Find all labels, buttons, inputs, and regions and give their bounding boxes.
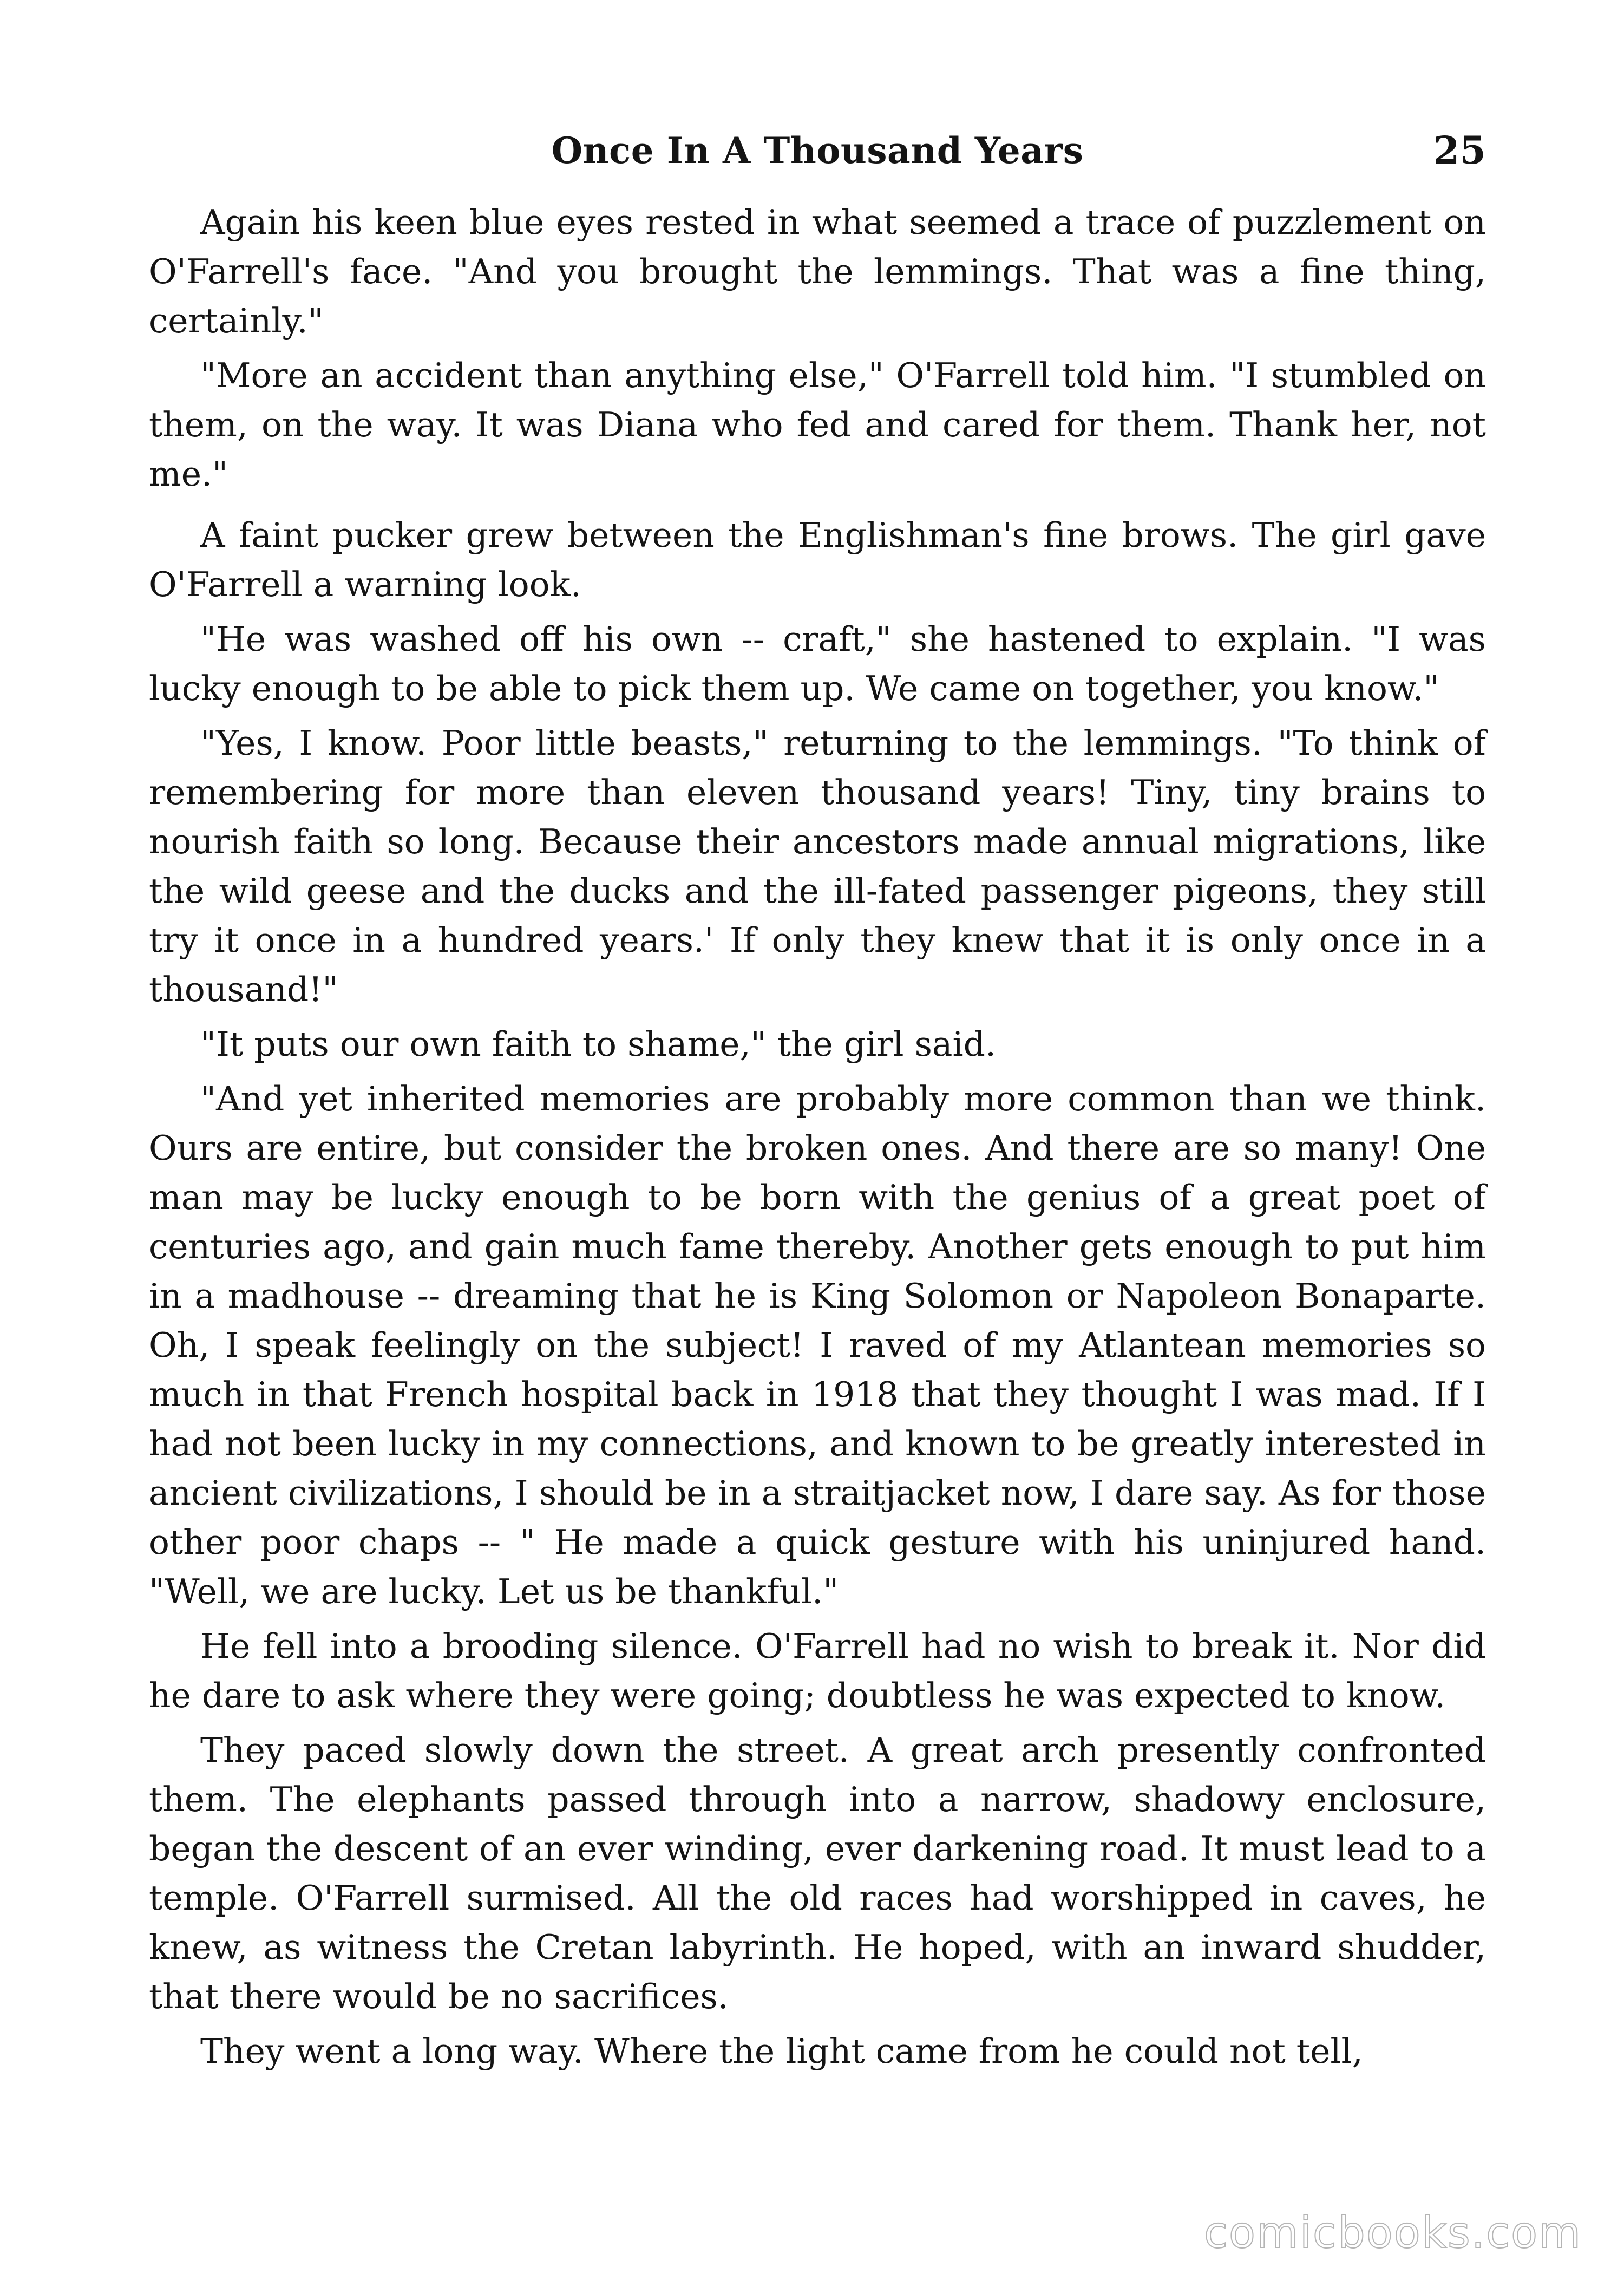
paragraph-9: They paced slowly down the street. A great arch presently confronted them. The elephants passed through into a narrow, shadowy enclosure, began the descent of an ever winding, ever darkening road. It must lead to a temple. O'Farrell surmised. All the old races had worshipped in caves, he knew, as witness the Cretan labyrinth. He hoped, with an inward shudder, that there would be no sacrifices. <box>149 1730 1486 2016</box>
paragraph-4: "He was washed off his own -- craft," she hastened to explain. "I was lucky enough to be able to pick them up. We came on together, you know." <box>149 619 1486 708</box>
paragraph-1: Again his keen blue eyes rested in what seemed a trace of puzzlement on O'Farrell's face. "And you brought the lemmings. That was a fine thing, certainly." <box>149 202 1486 341</box>
paragraph-2: "More an accident than anything else," O'Farrell told him. "I stumbled on them, on the way. It was Diana who fed and cared for them. Thank her, not me." <box>149 356 1486 494</box>
paragraph-10: They went a long way. Where the light came from he could not tell, <box>200 2031 1363 2071</box>
running-title: Once In A Thousand Years <box>551 129 1084 172</box>
paragraph-6: "It puts our own faith to shame," the girl said. <box>200 1024 996 1064</box>
paragraph-7: "And yet inherited memories are probably more common than we think. Ours are entire, but consider the broken ones. And there are so many! One man may be lucky enough to be born with the genius of a great poet of centuries ago, and gain much fame thereby. Another gets enough to put him in a madhouse -- dreaming that he is King Solomon or Napoleon Bonaparte. Oh, I speak feelingly on the subject! I raved of my Atlantean memories so much in that French hospital back in 1918 that they thought I was mad. If I had not been lucky in my connections, and known to be greatly interested in ancient civilizations, I should be in a straitjacket now, I dare say. As for those other poor chaps -- " He made a quick gesture with his uninjured hand. "Well, we are lucky. Let us be thankful." <box>149 1079 1486 1611</box>
paragraph-3: A faint pucker grew between the Englishman's fine brows. The girl gave O'Farrell a warning look. <box>149 515 1486 604</box>
paragraph-8: He fell into a brooding silence. O'Farrell had no wish to break it. Nor did he dare to ask where they were going; doubtless he was expected to know. <box>149 1626 1486 1715</box>
body-text <box>149 198 1486 2081</box>
paragraph-5: "Yes, I know. Poor little beasts," returning to the lemmings. "To think of remembering for more than eleven thousand years! Tiny, tiny brains to nourish faith so long. Because their ancestors made annual migrations, like the wild geese and the ducks and the ill-fated passenger pigeons, they still try it once in a hundred years.' If only they knew that it is only once in a thousand!" <box>149 723 1486 1009</box>
page-header <box>149 123 1486 183</box>
page-number: 25 <box>1433 128 1486 173</box>
site-watermark: comicbooks.com <box>1203 2207 1582 2258</box>
